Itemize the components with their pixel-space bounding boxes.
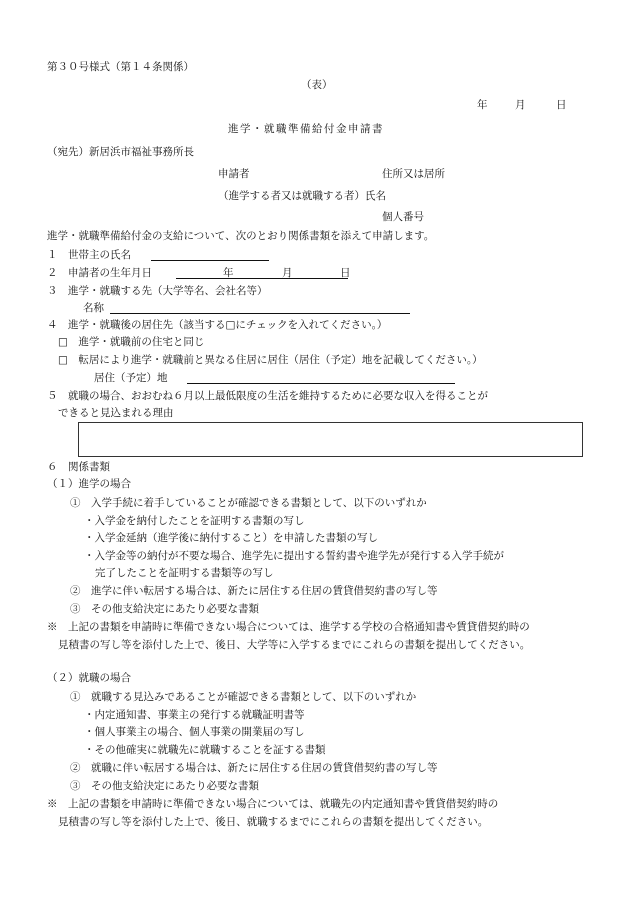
- item-1-label: １ 世帯主の氏名: [47, 249, 131, 261]
- schooling-bullet-3a: ・入学金等の納付が不要な場合、進学先に提出する誓約書や進学先が発行する入学手続が: [84, 550, 504, 562]
- personal-number-label: 個人番号: [382, 211, 424, 223]
- employment-doc-2: ② 就職に伴い転居する場合は、新たに居住する住居の賃貸借契約書の写し等: [70, 762, 438, 774]
- schooling-note-line2: 見積書の写し等を添付した上で、後日、大学等に入学するまでにこれらの書類を提出してください。: [58, 639, 531, 651]
- residence-location-field[interactable]: [187, 383, 455, 384]
- birthdate-month-label: 月: [282, 267, 293, 279]
- birthdate-field[interactable]: [176, 278, 348, 279]
- name-label: （進学する者又は就職する者）氏名: [218, 190, 386, 202]
- schooling-bullet-3b: 完了したことを証明する書類等の写し: [95, 567, 274, 579]
- employment-note-line1: ※ 上記の書類を申請時に準備できない場合については、就職先の内定通知書や賃貸借契約時の: [47, 798, 499, 810]
- employment-bullet-2: ・個人事業主の場合、個人事業の開業届の写し: [84, 726, 305, 738]
- employment-bullet-1: ・内定通知書、事業主の発行する就職証明書等: [84, 709, 305, 721]
- employment-doc-3: ③ その他支給決定にあたり必要な書類: [70, 780, 259, 792]
- residence-option-same[interactable]: □ 進学・就職前の住宅と同じ: [58, 336, 205, 348]
- head-of-household-field[interactable]: [151, 260, 269, 261]
- item-6-label: ６ 関係書類: [47, 461, 110, 473]
- schooling-doc-3: ③ その他支給決定にあたり必要な書類: [70, 603, 259, 615]
- address-label: 住所又は居所: [382, 168, 445, 180]
- intro-text: 進学・就職準備給付金の支給について、次のとおり関係書類を添えて申請します。: [47, 230, 435, 242]
- addressee: （宛先）新居浜市福祉事務所長: [47, 146, 194, 158]
- residence-location-label: 居住（予定）地: [94, 372, 168, 384]
- schooling-bullet-2: ・入学金延納（進学後に納付すること）を申請した書類の写し: [84, 532, 378, 544]
- employment-heading: （２）就職の場合: [47, 672, 131, 684]
- income-reason-textbox[interactable]: [78, 422, 583, 457]
- side-label: （表）: [301, 79, 333, 91]
- schooling-bullet-1: ・入学金を納付したことを証明する書類の写し: [84, 515, 305, 527]
- item-4-label: ４ 進学・就職後の居住先（該当する□にチェックを入れてください。）: [47, 319, 388, 331]
- destination-name-label: 名称: [83, 302, 104, 314]
- item-5-label-line1: ５ 就職の場合、おおむね６月以上最低限度の生活を維持するために必要な収入を得ることが: [47, 390, 488, 402]
- date-year-label: 年: [477, 99, 488, 111]
- date-day-label: 日: [556, 99, 567, 111]
- date-month-label: 月: [515, 99, 526, 111]
- birthdate-day-label: 日: [340, 267, 351, 279]
- birthdate-year-label: 年: [223, 267, 234, 279]
- schooling-note-line1: ※ 上記の書類を申請時に準備できない場合については、進学する学校の合格通知書や賃貸借契約時の: [47, 621, 530, 633]
- applicant-label: 申請者: [218, 168, 250, 180]
- item-3-label: ３ 進学・就職する先（大学等名、会社名等）: [47, 285, 268, 297]
- residence-option-move[interactable]: □ 転居により進学・就職前と異なる住居に居住（居住（予定）地を記載してください。）: [58, 354, 483, 366]
- schooling-doc-2: ② 進学に伴い転居する場合は、新たに居住する住居の賃貸借契約書の写し等: [70, 585, 438, 597]
- item-2-label: ２ 申請者の生年月日: [47, 267, 152, 279]
- destination-name-field[interactable]: [110, 313, 410, 314]
- schooling-doc-1: ① 入学手続に着手していることが確認できる書類として、以下のいずれか: [70, 497, 427, 509]
- schooling-heading: （１）進学の場合: [47, 478, 131, 490]
- employment-note-line2: 見積書の写し等を添付した上で、後日、就職するまでにこれらの書類を提出してください。: [58, 816, 489, 828]
- employment-bullet-3: ・その他確実に就職先に就職することを証する書類: [84, 744, 326, 756]
- employment-doc-1: ① 就職する見込みであることが確認できる書類として、以下のいずれか: [70, 691, 417, 703]
- item-5-label-line2: できると見込まれる理由: [58, 407, 174, 419]
- form-number: 第３０号様式（第１４条関係）: [47, 61, 194, 73]
- page-title: 進学・就職準備給付金申請書: [228, 123, 384, 135]
